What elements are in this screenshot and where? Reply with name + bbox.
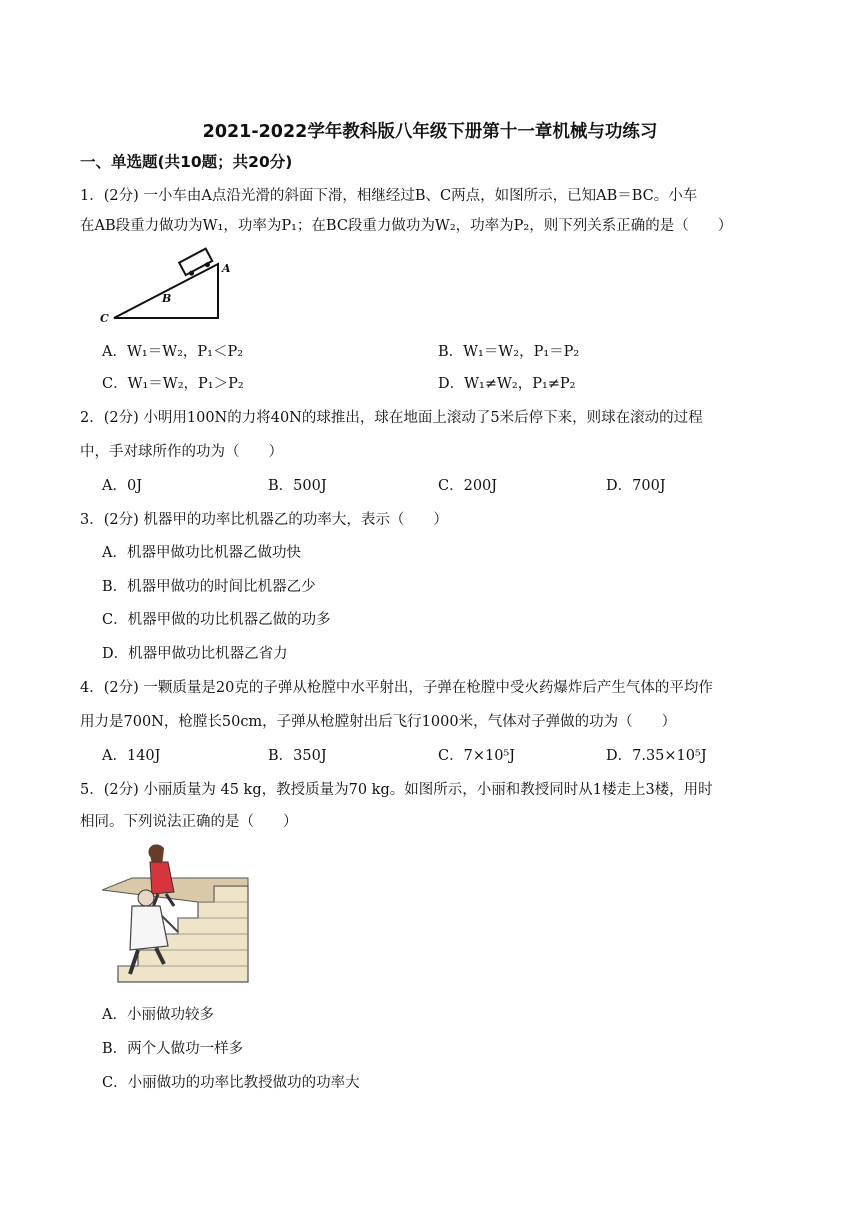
- q2-option-b[interactable]: B．500J: [268, 478, 327, 494]
- q2-option-d[interactable]: D．700J: [606, 478, 666, 494]
- q3-option-a[interactable]: A．机器甲做功比机器乙做功快: [102, 545, 301, 561]
- q1-option-c[interactable]: C．W₁＝W₂，P₁＞P₂: [102, 376, 244, 392]
- q1-option-d[interactable]: D．W₁≠W₂，P₁≠P₂: [438, 376, 576, 392]
- section-heading: 一、单选题(共10题；共20分): [80, 153, 293, 171]
- q1-stem-line1: 1．(2分) 一小车由A点沿光滑的斜面下滑，相继经过B、C两点，如图所示，已知AB＝BC。小车: [80, 188, 698, 204]
- q4-option-b[interactable]: B．350J: [268, 748, 327, 764]
- q5-option-a[interactable]: A．小丽做功较多: [102, 1007, 214, 1023]
- q2-option-a[interactable]: A．0J: [102, 478, 143, 494]
- q4-stem-line1: 4．(2分) 一颗质量是20克的子弹从枪膛中水平射出，子弹在枪膛中受火药爆炸后产生气体的平均作: [80, 680, 713, 696]
- q4-option-d[interactable]: D．7.35×10⁵J: [606, 748, 707, 764]
- incline-figure: [96, 246, 236, 324]
- q2-stem-line1: 2．(2分) 小明用100N的力将40N的球推出，球在地面上滚动了5米后停下来，则球在滚动的过程: [80, 410, 703, 426]
- q5-option-b[interactable]: B．两个人做功一样多: [102, 1041, 244, 1057]
- q2-option-c[interactable]: C．200J: [438, 478, 498, 494]
- staircase-figure: [102, 840, 252, 988]
- q3-stem-line1: 3．(2分) 机器甲的功率比机器乙的功率大，表示（ ）: [80, 512, 448, 528]
- q4-stem-line2: 用力是700N，枪膛长50cm，子弹从枪膛射出后飞行1000米，气体对子弹做的功为（ ）: [80, 714, 677, 730]
- q4-option-a[interactable]: A．140J: [102, 748, 161, 764]
- page-title: 2021-2022学年教科版八年级下册第十一章机械与功练习: [202, 122, 658, 142]
- point-b-label: B: [162, 292, 172, 305]
- q2-stem-line2: 中，手对球所作的功为（ ）: [80, 444, 283, 460]
- q4-option-c[interactable]: C．7×10⁵J: [438, 748, 516, 764]
- q1-stem-line2: 在AB段重力做功为W₁，功率为P₁；在BC段重力做功为W₂，功率为P₂，则下列关系正确的是（ ）: [80, 218, 733, 234]
- q5-stem-line2: 相同。下列说法正确的是（ ）: [80, 814, 298, 830]
- q3-option-c[interactable]: C．机器甲做的功比机器乙做的功多: [102, 612, 331, 628]
- q1-option-a[interactable]: A．W₁＝W₂，P₁＜P₂: [102, 344, 244, 360]
- point-a-label: A: [222, 262, 231, 275]
- q5-stem-line1: 5．(2分) 小丽质量为 45 kg，教授质量为70 kg。如图所示，小丽和教授同时从1楼走上3楼，用时: [80, 782, 713, 798]
- point-c-label: C: [100, 312, 109, 324]
- q3-option-d[interactable]: D．机器甲做功比机器乙省力: [102, 646, 288, 662]
- q5-option-c[interactable]: C．小丽做功的功率比教授做功的功率大: [102, 1075, 360, 1091]
- q3-option-b[interactable]: B．机器甲做功的时间比机器乙少: [102, 579, 316, 595]
- q1-option-b[interactable]: B．W₁＝W₂，P₁＝P₂: [438, 344, 580, 360]
